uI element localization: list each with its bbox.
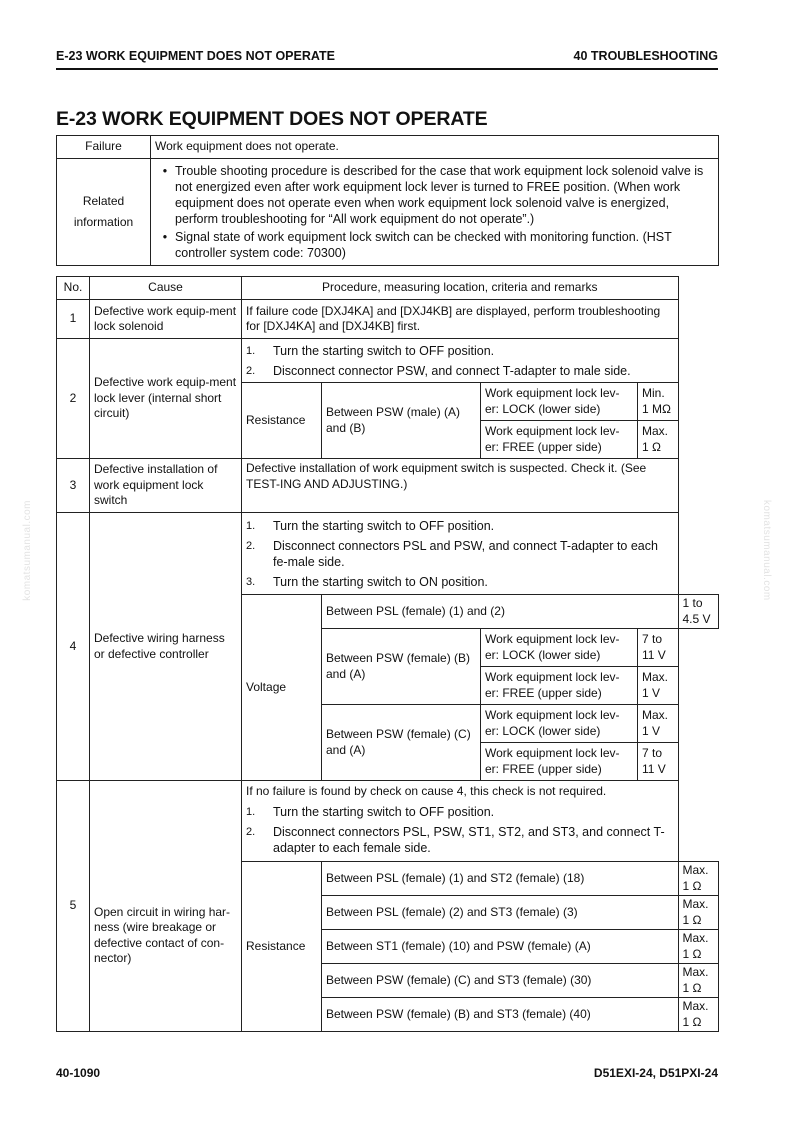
procedure-step <box>246 824 674 856</box>
measure-condition: Work equipment lock lev-er: FREE (upper side) <box>481 743 638 781</box>
procedure-steps <box>242 513 679 595</box>
step-number: 2. <box>246 365 256 377</box>
failure-text: Work equipment does not operate. <box>151 136 719 159</box>
table-header-row <box>57 277 719 300</box>
related-info-text <box>151 159 719 266</box>
measure-criterion: Max. 1 Ω <box>678 998 719 1032</box>
bullet-text: Signal state of work equipment lock switch can be checked with monitoring function. (HST controller system code: 70300) <box>175 230 672 260</box>
related-label-line1: Related <box>82 194 125 208</box>
row-cause: Open circuit in wiring har-ness (wire breakage or defective contact of con-nector) <box>90 781 242 1032</box>
measure-location: Between PSL (female) (2) and ST3 (female) (3) <box>322 896 679 930</box>
step-text: Turn the starting switch to OFF position. <box>273 519 495 533</box>
row-cause: Defective work equip-ment lock solenoid <box>90 300 242 339</box>
watermark-right: komatsumanual.com <box>761 500 772 601</box>
row-number: 1 <box>57 300 90 339</box>
model-numbers: D51EXI-24, D51PXI-24 <box>593 1066 718 1080</box>
step-text: Turn the starting switch to OFF position. <box>273 804 495 819</box>
step-text: Turn the starting switch to OFF position. <box>273 344 495 358</box>
measure-location: Between ST1 (female) (10) and PSW (female) (A) <box>322 930 679 964</box>
step-text: Disconnect connectors PSL, PSW, ST1, ST2, and ST3, and connect T-adapter to each female side. <box>273 824 665 855</box>
measure-location: Between PSW (male) (A) and (B) <box>322 383 481 459</box>
row-cause: Defective work equip-ment lock lever (internal short circuit) <box>90 339 242 459</box>
failure-label: Failure <box>57 136 151 159</box>
measure-method: Resistance <box>242 862 322 1032</box>
watermark-left: komatsumanual.com <box>22 500 33 601</box>
failure-info-table <box>56 135 719 266</box>
measure-method: Voltage <box>242 595 322 781</box>
step-number: 1. <box>246 345 256 357</box>
header-no: No. <box>57 277 90 300</box>
procedure-steps <box>242 339 679 383</box>
step-text: Disconnect connector PSW, and connect T-adapter to male side. <box>273 364 631 378</box>
measure-criterion: Max. 1 V <box>638 667 679 705</box>
row-cause: Defective wiring harness or defective controller <box>90 513 242 781</box>
measure-location: Between PSL (female) (1) and (2) <box>322 595 679 629</box>
row-number: 4 <box>57 513 90 781</box>
measure-condition: Work equipment lock lev-er: FREE (upper side) <box>481 421 638 459</box>
measure-criterion: Max. 1 V <box>638 705 679 743</box>
step-number: 1. <box>246 805 256 818</box>
troubleshooting-table <box>56 276 719 1032</box>
table-row <box>57 300 719 339</box>
related-info-label <box>57 159 151 266</box>
procedure-step <box>246 804 674 820</box>
header-cause: Cause <box>90 277 242 300</box>
procedure-steps <box>242 781 679 862</box>
measure-criterion: Max. 1 Ω <box>638 421 679 459</box>
measure-criterion: Max. 1 Ω <box>678 930 719 964</box>
related-bullet-2 <box>155 229 714 261</box>
measure-criterion: Max. 1 Ω <box>678 896 719 930</box>
procedure-step <box>246 363 674 379</box>
bullet-mark: • <box>162 164 168 178</box>
bullet-text: Trouble shooting procedure is described for the case that work equipment lock solenoid valve is not energized even after work equipment lock lever is turned to FREE position. (When work equipment does not operate even when work equipment lock solenoid valve is energized, perform troubleshooting for “All work equipment do not operate”.) <box>175 164 704 226</box>
measure-condition: Work equipment lock lev-er: LOCK (lower side) <box>481 383 638 421</box>
table-row <box>57 513 719 595</box>
measure-location: Between PSW (female) (B) and (A) <box>322 629 481 705</box>
bullet-mark: • <box>162 230 168 244</box>
measure-location: Between PSW (female) (C) and (A) <box>322 705 481 781</box>
measure-criterion: Min. 1 MΩ <box>638 383 679 421</box>
page-header <box>56 48 718 70</box>
measure-condition: Work equipment lock lev-er: LOCK (lower side) <box>481 705 638 743</box>
header-section-title: E-23 WORK EQUIPMENT DOES NOT OPERATE <box>56 49 335 63</box>
procedure-step <box>246 538 674 570</box>
row-procedure: If failure code [DXJ4KA] and [DXJ4KB] are displayed, perform troubleshooting for [DXJ4KA] and [DXJ4KB] first. <box>242 300 679 339</box>
table-row <box>57 459 719 513</box>
procedure-step <box>246 518 674 534</box>
measure-criterion: 7 to 11 V <box>638 743 679 781</box>
related-label-line2: information <box>73 215 134 229</box>
measure-location: Between PSL (female) (1) and ST2 (female) (18) <box>322 862 679 896</box>
procedure-step <box>246 343 674 359</box>
measure-criterion: Max. 1 Ω <box>678 964 719 998</box>
row-procedure: Defective installation of work equipment switch is suspected. Check it. (See TEST-ING AND ADJUSTING.) <box>242 459 679 513</box>
measure-location: Between PSW (female) (B) and ST3 (female) (40) <box>322 998 679 1032</box>
related-bullet-1 <box>155 163 714 227</box>
step-number: 1. <box>246 520 256 532</box>
row-number: 5 <box>57 781 90 1032</box>
row-number: 3 <box>57 459 90 513</box>
header-chapter-title: 40 TROUBLESHOOTING <box>573 49 718 63</box>
step-text: Disconnect connectors PSL and PSW, and connect T-adapter to each fe-male side. <box>273 539 658 569</box>
step-number: 3. <box>246 576 256 588</box>
step-number: 2. <box>246 540 256 552</box>
measure-criterion: Max. 1 Ω <box>678 862 719 896</box>
measure-location: Between PSW (female) (C) and ST3 (female) (30) <box>322 964 679 998</box>
step-number: 2. <box>246 825 256 838</box>
procedure-step <box>246 574 674 590</box>
measure-criterion: 1 to 4.5 V <box>678 595 719 629</box>
measure-condition: Work equipment lock lev-er: LOCK (lower side) <box>481 629 638 667</box>
procedure-note: If no failure is found by check on cause 4, this check is not required. <box>246 784 607 799</box>
row-cause: Defective installation of work equipment lock switch <box>90 459 242 513</box>
measure-criterion: 7 to 11 V <box>638 629 679 667</box>
table-row <box>57 339 719 383</box>
measure-method: Resistance <box>242 383 322 459</box>
measure-condition: Work equipment lock lev-er: FREE (upper side) <box>481 667 638 705</box>
page-title: E-23 WORK EQUIPMENT DOES NOT OPERATE <box>56 108 488 130</box>
header-procedure: Procedure, measuring location, criteria and remarks <box>242 277 679 300</box>
page-number: 40-1090 <box>56 1066 101 1080</box>
row-number: 2 <box>57 339 90 459</box>
table-row <box>57 781 719 862</box>
step-text: Turn the starting switch to ON position. <box>273 575 488 589</box>
